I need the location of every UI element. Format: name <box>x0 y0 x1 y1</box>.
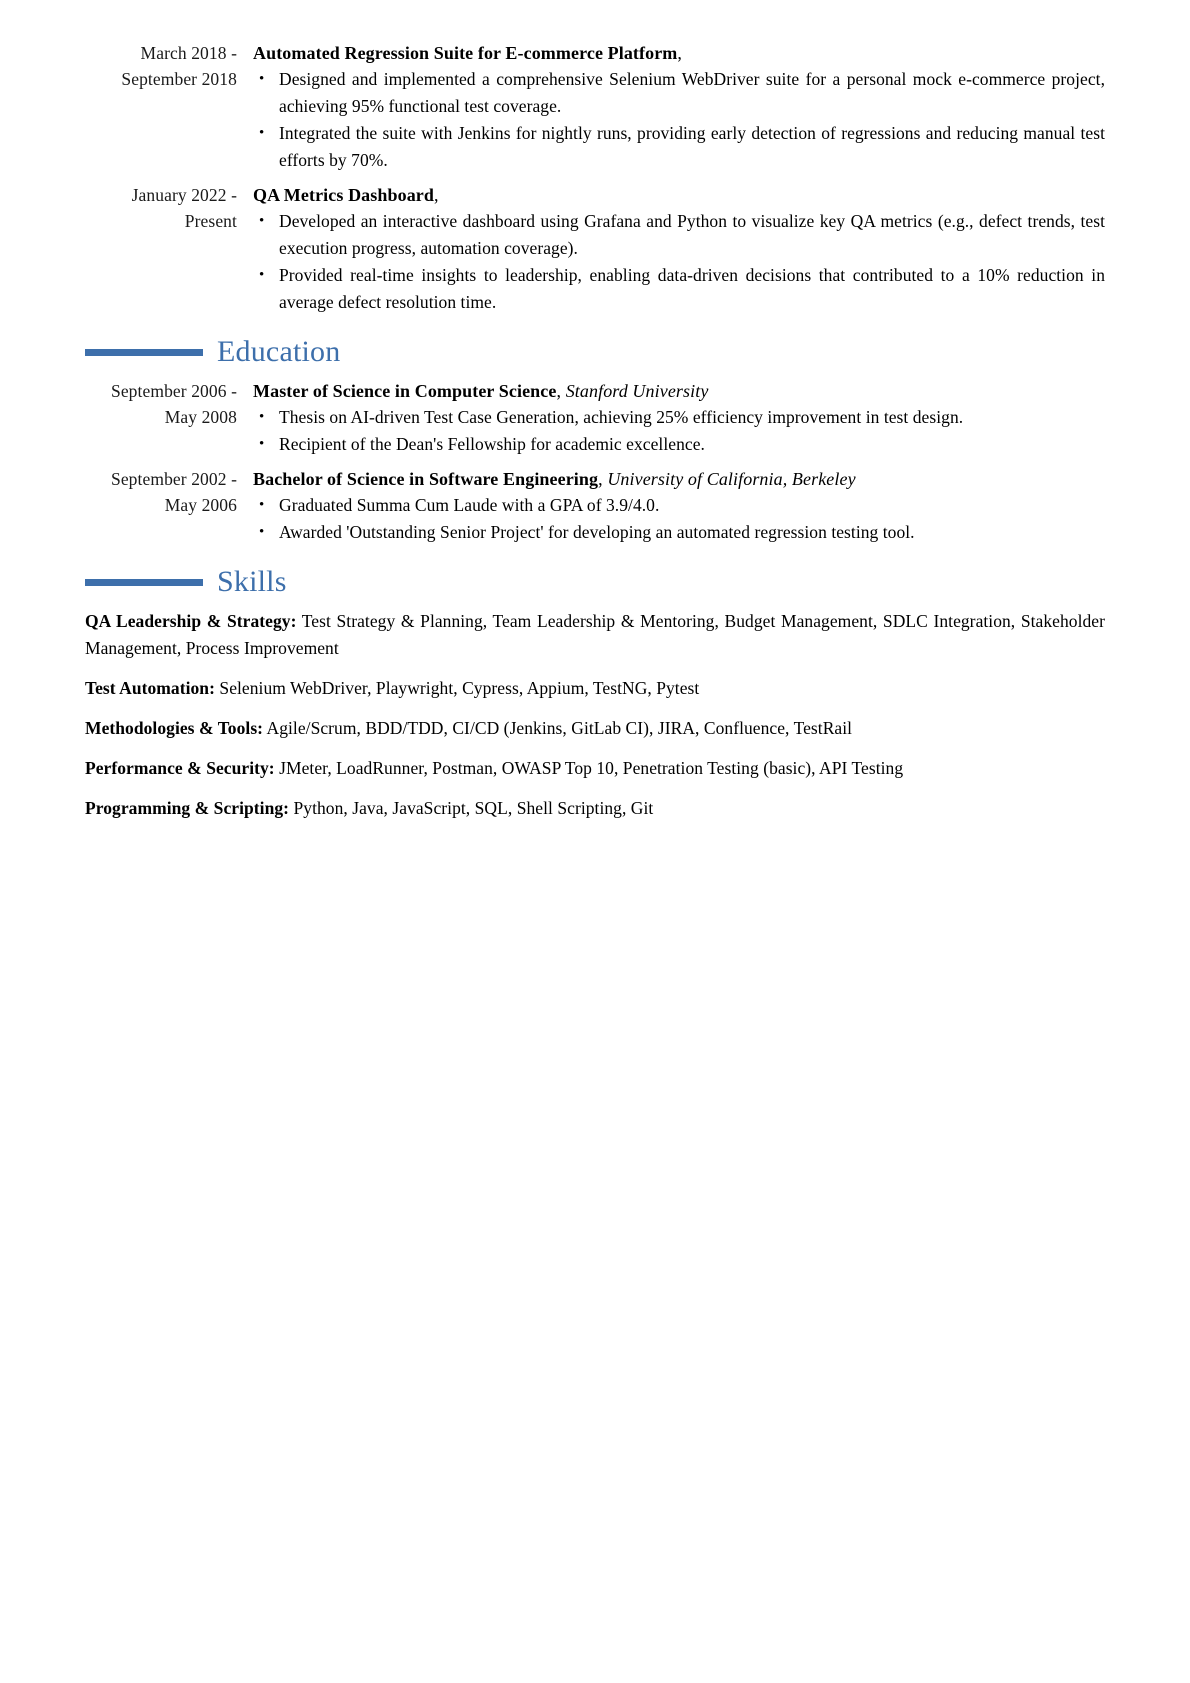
entry-body <box>245 466 1105 546</box>
entry-bullet-list <box>253 66 1105 174</box>
list-item: • Integrated the suite with Jenkins for nightly runs, providing early detection of regressions and reducing manual test efforts by 70%. <box>253 120 1105 174</box>
entry-title <box>253 182 1105 208</box>
entry-date: September 2002 - May 2006 <box>110 469 237 515</box>
list-item: • Recipient of the Dean's Fellowship for academic excellence. <box>253 431 1105 458</box>
entry-body <box>245 182 1105 316</box>
entry-date: January 2022 - Present <box>131 185 237 231</box>
entry-organization: Stanford University <box>565 381 709 401</box>
skill-category-label: Performance & Security: <box>85 758 275 778</box>
list-item: • Thesis on AI-driven Test Case Generation, achieving 25% efficiency improvement in test design. <box>253 404 1105 431</box>
skill-row <box>85 675 1105 702</box>
entry-bullet-list <box>253 208 1105 316</box>
list-item: • Developed an interactive dashboard using Grafana and Python to visualize key QA metrics (e.g., defect trends, test execution progress, automation coverage). <box>253 208 1105 262</box>
entry-date: September 2006 - May 2008 <box>110 381 237 427</box>
entry-title-text: QA Metrics Dashboard <box>253 185 434 205</box>
skill-category-label: Test Automation: <box>85 678 215 698</box>
entry-title <box>253 40 1105 66</box>
entry-title-separator: , <box>434 185 439 205</box>
skill-category-label: Programming & Scripting: <box>85 798 290 818</box>
list-item: • Graduated Summa Cum Laude with a GPA of 3.9/4.0. <box>253 492 1105 519</box>
education-entry <box>85 378 1105 458</box>
section-rule-icon <box>85 349 203 356</box>
skill-category-value: Python, Java, JavaScript, SQL, Shell Scripting, Git <box>293 798 654 818</box>
entry-title-separator: , <box>677 43 683 63</box>
entry-title <box>253 378 1105 404</box>
section-rule-icon <box>85 579 203 586</box>
entry-title-text: Bachelor of Science in Software Engineering <box>253 469 599 489</box>
skills-list <box>85 608 1105 822</box>
skill-category-value: Agile/Scrum, BDD/TDD, CI/CD (Jenkins, GitLab CI), JIRA, Confluence, TestRail <box>266 718 853 738</box>
experience-entry <box>85 40 1105 174</box>
entry-organization: University of California, Berkeley <box>607 469 856 489</box>
skill-row <box>85 795 1105 822</box>
section-header-skills <box>85 562 1105 602</box>
skill-category-value: Test Strategy & Planning, Team Leadership & Mentoring, Budget Management, SDLC Integration, Stakeholder Management, Process Improvement <box>85 611 1105 658</box>
section-title: Education <box>217 335 341 368</box>
entry-date: March 2018 - September 2018 <box>121 43 237 89</box>
skill-row <box>85 608 1105 662</box>
skill-category-value: JMeter, LoadRunner, Postman, OWASP Top 10, Penetration Testing (basic), API Testing <box>279 758 904 778</box>
education-entry <box>85 466 1105 546</box>
skill-row <box>85 715 1105 742</box>
entry-bullet-list <box>253 492 1105 546</box>
entry-bullet-list <box>253 404 1105 458</box>
entry-title-text: Master of Science in Computer Science <box>253 381 557 401</box>
entry-title <box>253 466 1105 492</box>
experience-entry <box>85 182 1105 316</box>
skill-row <box>85 755 1105 782</box>
list-item: • Awarded 'Outstanding Senior Project' for developing an automated regression testing tool. <box>253 519 1105 546</box>
entry-title-text: Automated Regression Suite for E-commerce Platform <box>253 43 678 63</box>
skill-category-label: QA Leadership & Strategy: <box>85 611 297 631</box>
skill-category-value: Selenium WebDriver, Playwright, Cypress, Appium, TestNG, Pytest <box>219 678 700 698</box>
entry-title-separator: , <box>598 469 603 489</box>
entry-title-separator: , <box>556 381 562 401</box>
section-title: Skills <box>217 565 287 598</box>
list-item: • Designed and implemented a comprehensive Selenium WebDriver suite for a personal mock e-commerce project, achieving 95% functional test coverage. <box>253 66 1105 120</box>
list-item: • Provided real-time insights to leadership, enabling data-driven decisions that contributed to a 10% reduction in average defect resolution time. <box>253 262 1105 316</box>
entry-body <box>245 40 1105 174</box>
skill-category-label: Methodologies & Tools: <box>85 718 264 738</box>
entry-body <box>245 378 1105 458</box>
section-header-education <box>85 332 1105 372</box>
